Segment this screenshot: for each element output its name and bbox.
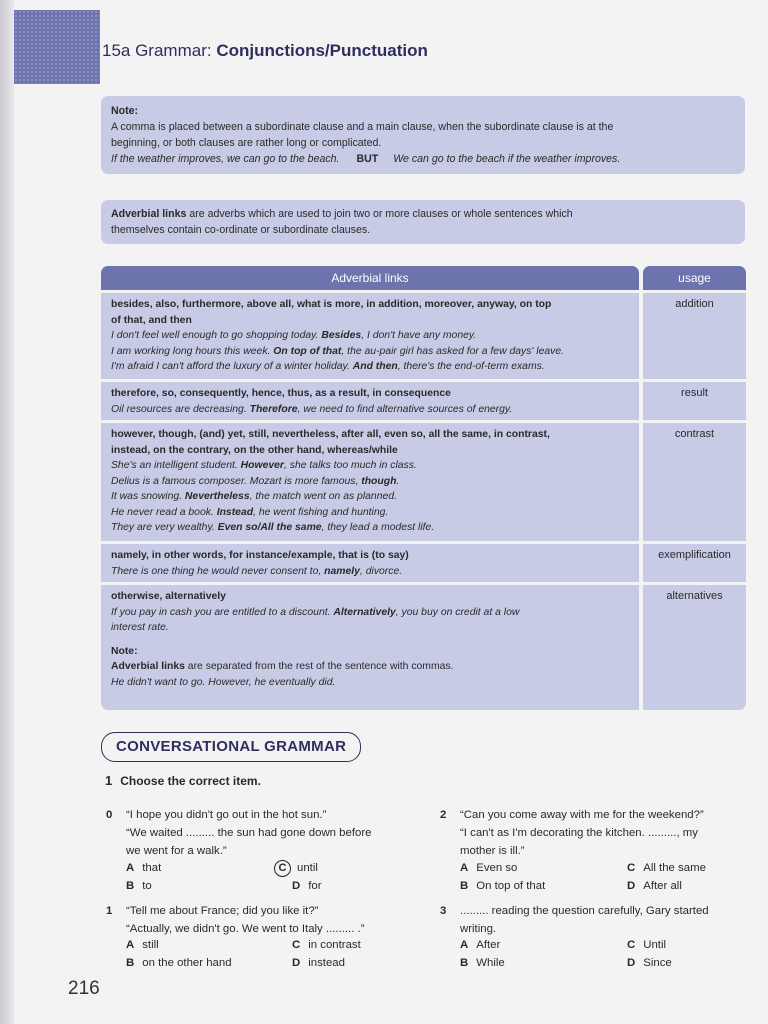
table-row bbox=[101, 585, 746, 710]
note-example: He didn't want to go. However, he eventually did. bbox=[111, 676, 336, 688]
section-label: 15a Grammar: bbox=[102, 41, 212, 60]
table-row bbox=[101, 423, 746, 541]
comma-note-box bbox=[101, 96, 745, 174]
exercise-instruction bbox=[105, 773, 261, 788]
answer-option[interactable]: C All the same bbox=[627, 862, 706, 874]
exercise-number: 1 bbox=[105, 773, 113, 788]
table-row bbox=[101, 382, 746, 420]
answer-option[interactable]: A After bbox=[460, 939, 501, 951]
note-text: are separated from the rest of the sentence with commas. bbox=[184, 661, 454, 672]
but-label: BUT bbox=[356, 153, 379, 165]
table-row bbox=[101, 544, 746, 582]
links-words: instead, on the contrary, on the other hand, whereas/while bbox=[111, 444, 398, 456]
answer-option[interactable]: D for bbox=[292, 880, 322, 892]
example-sentence: There is one thing he would never consent to, namely, divorce. bbox=[111, 565, 403, 577]
links-words: namely, in other words, for instance/example, that is (to say) bbox=[111, 550, 409, 561]
question-text: “Tell me about France; did you like it?” “Actually, we didn't go. We went to Italy ......... .” bbox=[126, 905, 365, 935]
note-line: A comma is placed between a subordinate clause and a main clause, when the subordinate clause is at the bbox=[111, 121, 614, 133]
question-number: 2 bbox=[440, 809, 447, 821]
answer-option[interactable]: B on the other hand bbox=[126, 957, 232, 969]
answer-option[interactable]: B While bbox=[460, 957, 505, 969]
note-label: Note: bbox=[111, 105, 139, 117]
example-sentence: They are very wealthy. Even so/All the same, they lead a modest life. bbox=[111, 522, 435, 533]
links-cell bbox=[101, 585, 639, 710]
question-item bbox=[440, 806, 750, 866]
answer-option[interactable]: A Even so bbox=[460, 862, 518, 874]
example-sentence: interest rate. bbox=[111, 622, 169, 633]
definition-text: are adverbs which are used to join two or more clauses or whole sentences which bbox=[186, 208, 573, 220]
links-words: however, though, (and) yet, still, nevertheless, after all, even so, all the same, in contrast, bbox=[111, 429, 550, 440]
table-row bbox=[101, 293, 746, 379]
example-sentence: She's an intelligent student. However, she talks too much in class. bbox=[111, 460, 417, 471]
example-sentence: It was snowing. Nevertheless, the match went on as planned. bbox=[111, 491, 397, 502]
answer-option[interactable]: C Until bbox=[627, 939, 667, 951]
example-sentence: I'm afraid I can't afford the luxury of a winter holiday. And then, there's the end-of-term exams. bbox=[111, 361, 545, 372]
answer-option[interactable]: A that bbox=[126, 862, 162, 874]
example-sentence: Oil resources are decreasing. Therefore, we need to find alternative sources of energy. bbox=[111, 403, 513, 415]
note-line: beginning, or both clauses are rather long or complicated. bbox=[111, 137, 382, 149]
answer-option[interactable]: B to bbox=[126, 880, 152, 892]
adverbial-links-table bbox=[101, 266, 746, 710]
question-text: ......... reading the question carefully, Gary started writing. bbox=[460, 905, 709, 935]
conversational-grammar-heading: CONVERSATIONAL GRAMMAR bbox=[101, 732, 361, 762]
page-title bbox=[102, 41, 428, 61]
page-spine bbox=[0, 0, 14, 1024]
question-number: 3 bbox=[440, 905, 447, 917]
example-sentence: If you pay in cash you are entitled to a discount. Alternatively, you buy on credit at a low bbox=[111, 606, 520, 618]
links-words: otherwise, alternatively bbox=[111, 591, 226, 602]
definition-term: Adverbial links bbox=[111, 208, 187, 220]
definition-text: themselves contain co-ordinate or subordinate clauses. bbox=[111, 224, 371, 236]
answer-option[interactable]: D instead bbox=[292, 957, 345, 969]
question-text: “I hope you didn't go out in the hot sun.” “We waited ......... the sun had gone down before we went for a walk.” bbox=[126, 809, 372, 857]
example-sentence: He never read a book. Instead, he went fishing and hunting. bbox=[111, 506, 389, 518]
links-cell bbox=[101, 293, 639, 379]
answer-option[interactable]: D After all bbox=[627, 880, 682, 892]
example-sentence: I am working long hours this week. On top of that, the au-pair girl has asked for a few days' leave. bbox=[111, 345, 565, 357]
page-number: 216 bbox=[68, 978, 100, 999]
adverbial-definition-box bbox=[101, 200, 745, 244]
answer-option[interactable]: C in contrast bbox=[292, 939, 361, 951]
usage-cell: contrast bbox=[643, 423, 746, 541]
table-header-links: Adverbial links bbox=[101, 266, 639, 290]
links-words: of that, and then bbox=[111, 314, 192, 326]
answer-option[interactable]: A still bbox=[126, 939, 159, 951]
question-number: 1 bbox=[106, 905, 113, 917]
question-number: 0 bbox=[106, 809, 113, 821]
links-words: therefore, so, consequently, hence, thus, as a result, in consequence bbox=[111, 388, 451, 399]
note-example: If the weather improves, we can go to the beach. bbox=[111, 153, 340, 165]
question-item bbox=[106, 902, 426, 942]
links-cell bbox=[101, 544, 639, 582]
links-words: besides, also, furthermore, above all, what is more, in addition, moreover, anyway, on top bbox=[111, 299, 552, 310]
section-corner-block bbox=[14, 10, 100, 84]
note-label: Note: bbox=[111, 645, 138, 657]
answer-option-selected[interactable]: C until bbox=[274, 860, 318, 877]
instruction-text: Choose the correct item. bbox=[120, 774, 261, 788]
usage-cell: result bbox=[643, 382, 746, 420]
example-sentence: Delius is a famous composer. Mozart is more famous, though. bbox=[111, 475, 400, 487]
usage-cell: exemplification bbox=[643, 544, 746, 582]
answer-option[interactable]: D Since bbox=[627, 957, 672, 969]
usage-cell: addition bbox=[643, 293, 746, 379]
question-text: “Can you come away with me for the weekend?” “I can't as I'm decorating the kitchen. ........., my mother is ill.” bbox=[460, 809, 704, 857]
answer-option[interactable]: B On top of that bbox=[460, 880, 546, 892]
topic-label: Conjunctions/Punctuation bbox=[216, 41, 428, 60]
note-example: We can go to the beach if the weather improves. bbox=[393, 153, 621, 165]
question-item bbox=[440, 902, 750, 942]
note-term: Adverbial links bbox=[111, 661, 185, 672]
table-header-usage: usage bbox=[643, 266, 746, 290]
example-sentence: I don't feel well enough to go shopping today. Besides, I don't have any money. bbox=[111, 330, 477, 341]
links-cell bbox=[101, 382, 639, 420]
question-item bbox=[106, 806, 426, 866]
circled-answer: C bbox=[274, 860, 291, 877]
links-cell bbox=[101, 423, 639, 541]
usage-cell: alternatives bbox=[643, 585, 746, 710]
